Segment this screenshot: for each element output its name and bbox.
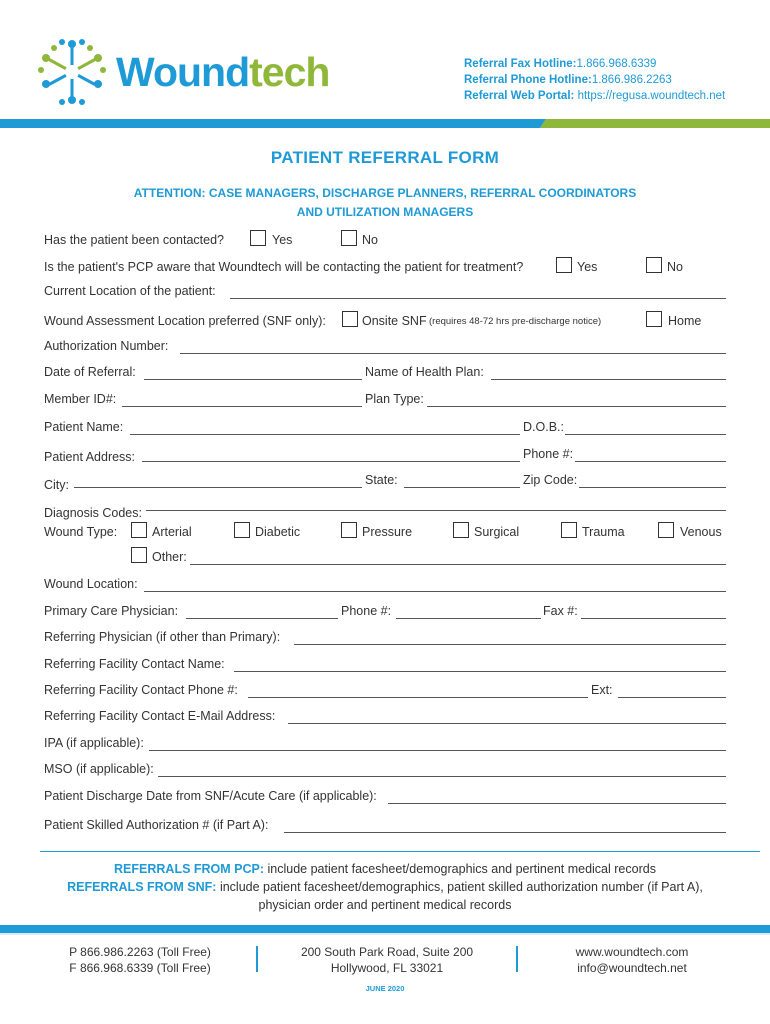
- facility-contact-name-row: [44, 656, 726, 674]
- patient-name-label: Patient Name:: [44, 420, 124, 434]
- wound-type-diabetic-checkbox[interactable]: [234, 522, 250, 538]
- wound-type-trauma-label: Trauma: [582, 525, 625, 539]
- snf-referral-note: [0, 878, 770, 896]
- discharge-date-row: [44, 788, 726, 806]
- wound-type-other-row: [44, 549, 726, 567]
- footer-address-line-2: Hollywood, FL 33021: [330, 961, 444, 975]
- wound-type-arterial-checkbox[interactable]: [131, 522, 147, 538]
- diagnosis-row: [44, 503, 726, 521]
- diagnosis-label: Diagnosis Codes:: [44, 506, 142, 520]
- ipa-row: [44, 735, 726, 753]
- ipa-field[interactable]: [149, 750, 726, 751]
- footer-contact-numbers: [40, 944, 240, 976]
- wound-type-trauma-checkbox[interactable]: [561, 522, 577, 538]
- header-stripe-green: [540, 119, 770, 128]
- skilled-auth-label: Patient Skilled Authorization # (if Part A):: [44, 818, 269, 832]
- onsite-snf-note: (requires 48-72 hrs pre-discharge notice): [429, 316, 602, 327]
- authorization-row: [44, 338, 726, 356]
- member-id-row: [44, 391, 726, 409]
- referring-physician-label: Referring Physician (if other than Primary):: [44, 630, 281, 644]
- header-stripe-blue: [0, 119, 546, 128]
- referring-physician-row: [44, 629, 726, 647]
- footer-email-link[interactable]: info@woundtech.net: [577, 961, 687, 975]
- contacted-row: [44, 232, 726, 250]
- skilled-auth-row: [44, 817, 726, 835]
- section-divider: [40, 851, 760, 852]
- footer-address-line-1: 200 South Park Road, Suite 200: [300, 945, 474, 959]
- state-label: State:: [365, 473, 398, 487]
- authorization-field[interactable]: [180, 353, 726, 354]
- footer-web: [532, 944, 732, 976]
- ipa-label: IPA (if applicable):: [44, 736, 144, 750]
- pcp-referral-text: include patient facesheet/demographics and pertinent medical records: [267, 862, 656, 876]
- current-location-label: Current Location of the patient:: [44, 284, 216, 298]
- wound-type-venous-checkbox[interactable]: [658, 522, 674, 538]
- onsite-snf-checkbox[interactable]: [342, 311, 358, 327]
- footer-separator-1: [256, 946, 258, 972]
- pcp-aware-label: Is the patient's PCP aware that Woundtech will be contacting the patient for treatment?: [44, 260, 524, 274]
- web-portal-label: Referral Web Portal:: [464, 90, 575, 102]
- wound-type-arterial-label: Arterial: [152, 525, 192, 539]
- footer-stripe-blue: [0, 925, 770, 933]
- home-checkbox[interactable]: [646, 311, 662, 327]
- date-of-referral-field[interactable]: [144, 379, 362, 380]
- patient-phone-field[interactable]: [575, 461, 726, 462]
- footer-address: [276, 944, 498, 976]
- form-title: PATIENT REFERRAL FORM: [270, 148, 500, 167]
- logo-mark-icon: [38, 36, 106, 108]
- patient-phone-label: Phone #:: [523, 447, 574, 461]
- facility-contact-email-label: Referring Facility Contact E-Mail Address:: [44, 709, 276, 723]
- diagnosis-field[interactable]: [146, 510, 726, 511]
- fax-hotline-label: Referral Fax Hotline:: [464, 58, 577, 70]
- footer-phone: P 866.986.2263 (Toll Free): [69, 945, 211, 959]
- wound-assessment-row: [44, 313, 726, 331]
- city-field[interactable]: [74, 487, 362, 488]
- current-location-row: [44, 283, 726, 301]
- snf-referral-heading: REFERRALS FROM SNF:: [67, 880, 217, 894]
- city-state-zip-row: [44, 472, 726, 490]
- health-plan-field[interactable]: [491, 379, 726, 380]
- referral-hotlines: [464, 56, 725, 104]
- pcp-field[interactable]: [186, 618, 338, 619]
- contacted-label: Has the patient been contacted?: [44, 233, 224, 247]
- wound-type-pressure-label: Pressure: [362, 525, 413, 539]
- zip-field[interactable]: [579, 487, 726, 488]
- ext-field[interactable]: [618, 697, 726, 698]
- zip-label: Zip Code:: [523, 473, 578, 487]
- facility-contact-email-row: [44, 708, 726, 726]
- pcp-label: Primary Care Physician:: [44, 604, 179, 618]
- wound-type-venous-label: Venous: [680, 525, 722, 539]
- current-location-field[interactable]: [230, 298, 726, 299]
- member-id-label: Member ID#:: [44, 392, 117, 406]
- discharge-date-field[interactable]: [388, 803, 726, 804]
- pcp-aware-row: [44, 259, 726, 277]
- dob-field[interactable]: [565, 434, 726, 435]
- wound-assessment-label: Wound Assessment Location preferred (SNF only):: [44, 314, 326, 328]
- health-plan-label: Name of Health Plan:: [365, 365, 484, 379]
- pcp-referral-heading: REFERRALS FROM PCP:: [114, 862, 265, 876]
- mso-label: MSO (if applicable):: [44, 762, 154, 776]
- wound-location-field[interactable]: [144, 591, 726, 592]
- pcp-fax-field[interactable]: [581, 618, 726, 619]
- discharge-date-label: Patient Discharge Date from SNF/Acute Care (if applicable):: [44, 789, 377, 803]
- footer-separator-2: [516, 946, 518, 972]
- footer-fax: F 866.968.6339 (Toll Free): [69, 961, 211, 975]
- pcp-aware-yes-label: Yes: [577, 260, 598, 274]
- footer-date: JUNE 2020: [365, 984, 405, 993]
- contacted-no-label: No: [362, 233, 378, 247]
- patient-address-label: Patient Address:: [44, 450, 136, 464]
- patient-address-row: [44, 446, 726, 464]
- web-portal-link[interactable]: https://regusa.woundtech.net: [577, 90, 726, 102]
- contacted-yes-label: Yes: [272, 233, 293, 247]
- phone-hotline-label: Referral Phone Hotline:: [464, 74, 592, 86]
- wound-type-surgical-checkbox[interactable]: [453, 522, 469, 538]
- wound-type-other-field[interactable]: [190, 564, 726, 565]
- footer-website-link[interactable]: www.woundtech.com: [575, 945, 689, 959]
- facility-contact-phone-field[interactable]: [248, 697, 588, 698]
- pcp-phone-field[interactable]: [396, 618, 541, 619]
- snf-referral-text: include patient facesheet/demographics, patient skilled authorization number (if Part A),: [219, 880, 703, 894]
- plan-type-label: Plan Type:: [365, 392, 424, 406]
- plan-type-field[interactable]: [427, 406, 726, 407]
- date-of-referral-label: Date of Referral:: [44, 365, 136, 379]
- snf-referral-text-2: physician order and pertinent medical records: [258, 898, 512, 912]
- home-label: Home: [668, 314, 702, 328]
- ext-label: Ext:: [591, 683, 613, 697]
- attention-line-2: AND UTILIZATION MANAGERS: [296, 205, 474, 219]
- facility-contact-name-label: Referring Facility Contact Name:: [44, 657, 225, 671]
- referral-date-row: [44, 364, 726, 382]
- wound-type-row: [44, 524, 726, 542]
- state-field[interactable]: [404, 487, 520, 488]
- mso-row: [44, 761, 726, 779]
- wound-type-pressure-checkbox[interactable]: [341, 522, 357, 538]
- wound-type-other-checkbox[interactable]: [131, 547, 147, 563]
- attention-line-1: ATTENTION: CASE MANAGERS, DISCHARGE PLANNERS, REFERRAL COORDINATORS: [133, 186, 637, 200]
- wound-type-diabetic-label: Diabetic: [255, 525, 301, 539]
- pcp-phone-label: Phone #:: [341, 604, 392, 618]
- patient-name-row: [44, 419, 726, 437]
- facility-contact-phone-row: [44, 682, 726, 700]
- wound-type-surgical-label: Surgical: [474, 525, 520, 539]
- wound-type-label: Wound Type:: [44, 525, 118, 539]
- skilled-auth-field[interactable]: [284, 832, 726, 833]
- referring-physician-field[interactable]: [294, 644, 726, 645]
- pcp-aware-yes-checkbox[interactable]: [556, 257, 572, 273]
- pcp-aware-no-checkbox[interactable]: [646, 257, 662, 273]
- fax-hotline-value: 1.866.968.6339: [576, 58, 657, 70]
- woundtech-logo: [38, 36, 368, 108]
- facility-contact-phone-label: Referring Facility Contact Phone #:: [44, 683, 238, 697]
- wound-type-other-label: Other:: [152, 550, 187, 564]
- city-label: City:: [44, 478, 69, 492]
- footer-stripe-light: [0, 933, 770, 935]
- onsite-snf-label: Onsite SNF: [362, 314, 427, 328]
- authorization-label: Authorization Number:: [44, 339, 169, 353]
- pcp-aware-no-label: No: [667, 260, 683, 274]
- pcp-row: [44, 603, 726, 621]
- facility-contact-email-field[interactable]: [288, 723, 726, 724]
- member-id-field[interactable]: [122, 406, 362, 407]
- contacted-yes-checkbox[interactable]: [250, 230, 266, 246]
- contacted-no-checkbox[interactable]: [341, 230, 357, 246]
- pcp-referral-note: [0, 860, 770, 878]
- pcp-fax-label: Fax #:: [543, 604, 578, 618]
- mso-field[interactable]: [158, 776, 726, 777]
- patient-name-field[interactable]: [130, 434, 520, 435]
- dob-label: D.O.B.:: [523, 420, 564, 434]
- phone-hotline-value: 1.866.986.2263: [591, 74, 672, 86]
- logo-wordmark: Woundtech: [116, 49, 330, 95]
- wound-location-label: Wound Location:: [44, 577, 138, 591]
- patient-address-field[interactable]: [142, 461, 520, 462]
- wound-location-row: [44, 576, 726, 594]
- facility-contact-name-field[interactable]: [234, 671, 726, 672]
